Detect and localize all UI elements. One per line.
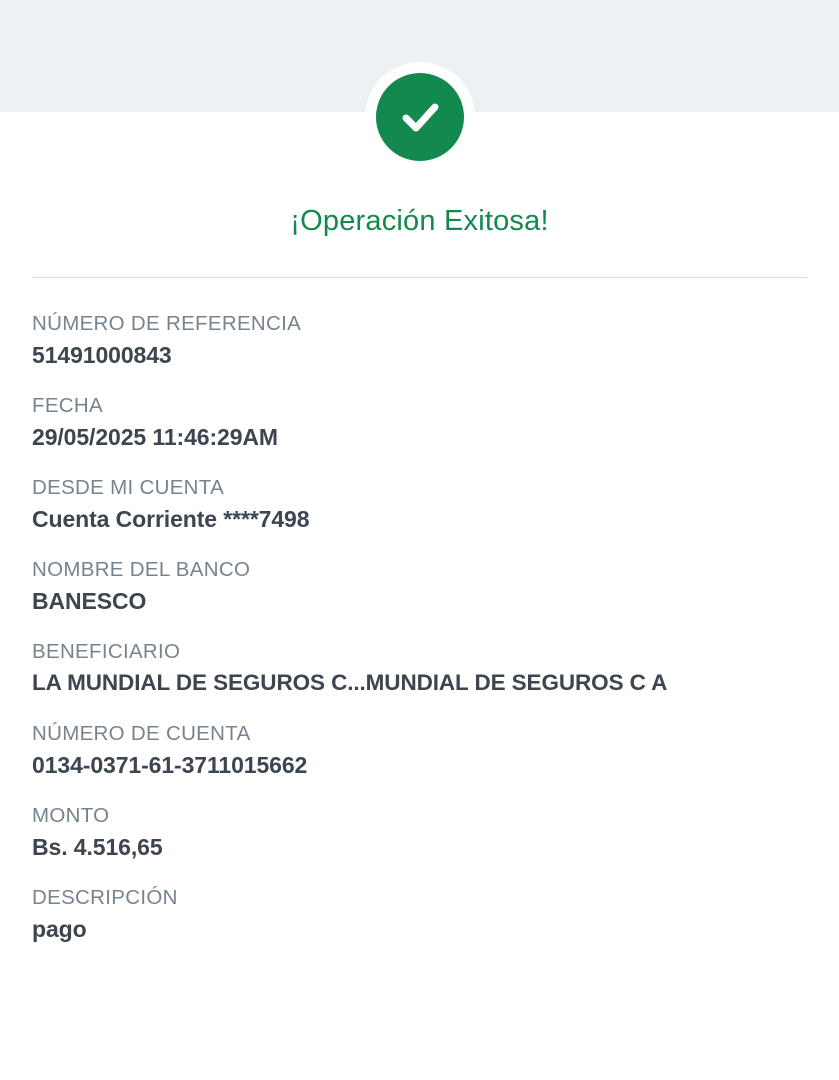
field-label: DESCRIPCIÓN: [32, 886, 178, 909]
page-title: ¡Operación Exitosa!: [290, 205, 549, 237]
field-value: Bs. 4.516,65: [32, 834, 163, 860]
receipt-fields: [32, 311, 822, 967]
field-numero-de-referencia: [32, 311, 822, 371]
field-label: NOMBRE DEL BANCO: [32, 558, 251, 581]
field-label: MONTO: [32, 804, 110, 827]
field-value: LA MUNDIAL DE SEGUROS C...MUNDIAL DE SEGUROS C A: [32, 670, 668, 695]
field-value: 0134-0371-61-3711015662: [32, 752, 308, 778]
field-numero-de-cuenta: [32, 721, 822, 781]
field-beneficiario: [32, 639, 822, 699]
field-desde-mi-cuenta: [32, 475, 822, 535]
field-label: DESDE MI CUENTA: [32, 476, 225, 499]
success-badge-ring: [365, 62, 475, 172]
field-value: pago: [32, 916, 87, 942]
field-value: 29/05/2025 11:46:29AM: [32, 424, 278, 450]
success-badge: [0, 62, 839, 172]
field-value: BANESCO: [32, 588, 147, 614]
field-label: FECHA: [32, 394, 103, 417]
field-label: NÚMERO DE REFERENCIA: [32, 312, 302, 335]
field-fecha: [32, 393, 822, 453]
field-value: 51491000843: [32, 342, 172, 368]
check-circle-icon: [376, 73, 464, 161]
field-descripcion: [32, 885, 822, 945]
field-value: Cuenta Corriente ****7498: [32, 506, 310, 532]
field-nombre-del-banco: [32, 557, 822, 617]
section-divider: [32, 277, 807, 278]
field-label: NÚMERO DE CUENTA: [32, 722, 251, 745]
field-monto: [32, 803, 822, 863]
field-label: BENEFICIARIO: [32, 640, 181, 663]
